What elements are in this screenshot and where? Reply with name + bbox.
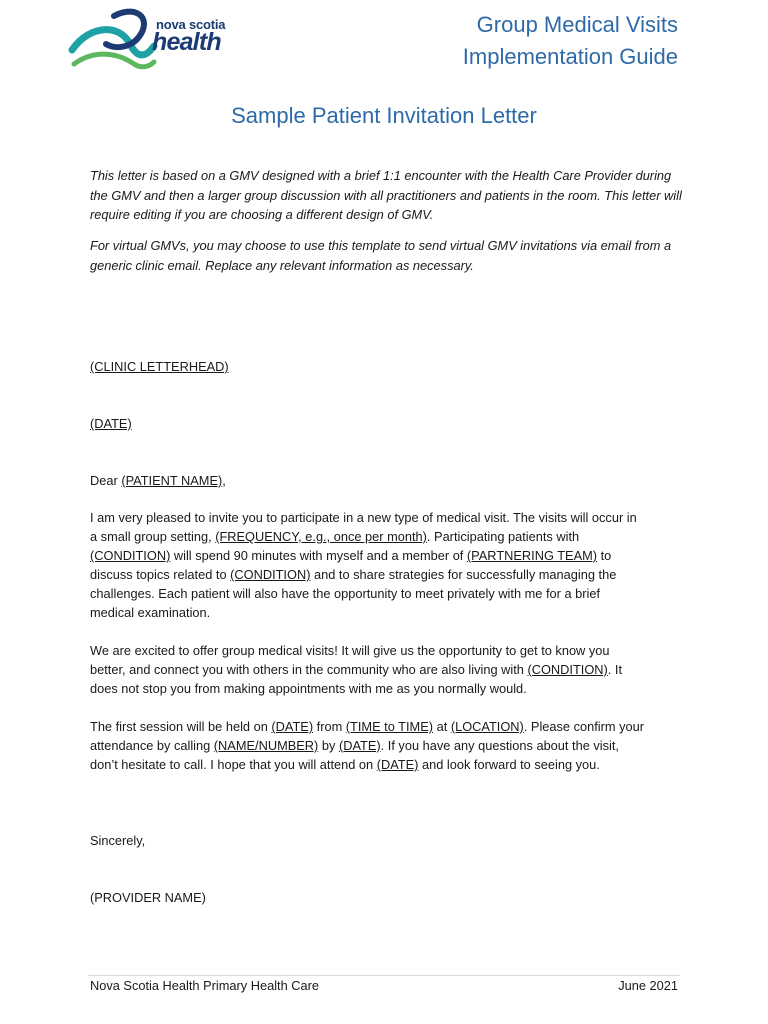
text-fragment: . Participating patients with <box>426 529 580 544</box>
greeting-punctuation: , <box>222 473 226 488</box>
condition-placeholder: (CONDITION) <box>90 548 171 563</box>
greeting-text: Dear <box>90 473 118 488</box>
text-fragment: and look forward to seeing you. <box>418 757 600 772</box>
letter-date: (DATE) <box>90 416 132 431</box>
header-title <box>463 9 678 73</box>
text-fragment: by <box>318 738 339 753</box>
partnering-team-placeholder: (PARTNERING TEAM) <box>466 548 598 563</box>
text-fragment: attendance by calling <box>90 738 214 753</box>
paragraph-1-line-5: challenges. Each patient will also have the opportunity to meet privately with me for a brief <box>90 586 601 601</box>
time-placeholder: (TIME to TIME) <box>345 719 434 734</box>
date-placeholder: (DATE) <box>271 719 314 734</box>
text-fragment: . Please confirm your <box>523 719 645 734</box>
text-fragment: to <box>597 548 612 563</box>
logo-text-bottom: health <box>152 28 221 56</box>
provider-name-placeholder: (PROVIDER NAME) <box>90 890 206 905</box>
closing: Sincerely, <box>90 833 146 848</box>
date-placeholder: (DATE) <box>376 757 419 772</box>
text-fragment: The first session will be held on <box>90 719 272 734</box>
date-placeholder: (DATE) <box>338 738 381 753</box>
paragraph-2-line-2 <box>90 660 622 679</box>
paragraph-1-line-6: medical examination. <box>90 605 211 620</box>
intro-paragraph-2: For virtual GMVs, you may choose to use this template to send virtual GMV invitations via email from a generic clinic email. Replace any relevant information as necessary. <box>90 238 672 273</box>
text-fragment: from <box>313 719 346 734</box>
text-fragment: a small group setting, <box>90 529 216 544</box>
paragraph-1-line-1: I am very pleased to invite you to participate in a new type of medical visit. The visits will occur in <box>90 510 637 525</box>
greeting-line <box>90 471 226 490</box>
paragraph-3-line-1 <box>90 717 644 736</box>
text-fragment: and to share strategies for successfully managing the <box>310 567 617 582</box>
patient-name-placeholder: (PATIENT NAME) <box>121 473 223 488</box>
text-fragment: . It <box>607 662 623 677</box>
text-fragment: better, and connect you with others in the community who are also living with <box>90 662 528 677</box>
logo-text-top: nova scotia <box>156 17 226 32</box>
text-fragment: at <box>433 719 451 734</box>
paragraph-3-line-3 <box>90 755 600 774</box>
name-number-placeholder: (NAME/NUMBER) <box>213 738 319 753</box>
document-title: Sample Patient Invitation Letter <box>231 103 537 128</box>
paragraph-1-line-2 <box>90 527 579 546</box>
paragraph-1-line-4 <box>90 565 616 584</box>
condition-placeholder: (CONDITION) <box>527 662 608 677</box>
text-fragment: . If you have any questions about the visit, <box>380 738 619 753</box>
location-placeholder: (LOCATION) <box>450 719 524 734</box>
text-fragment: discuss topics related to <box>90 567 231 582</box>
paragraph-2-line-3: does not stop you from making appointments with me as you normally would. <box>90 681 527 696</box>
footer-divider <box>88 975 680 976</box>
clinic-letterhead: (CLINIC LETTERHEAD) <box>90 359 229 374</box>
intro-paragraph-1: This letter is based on a GMV designed with a brief 1:1 encounter with the Health Care Provider during the GMV and then a larger group discussion with all practitioners and patients in the room. This letter will require editing if you are choosing a different design of GMV. <box>90 168 682 222</box>
header-title-line-1: Group Medical Visits <box>476 12 678 37</box>
header-title-line-2: Implementation Guide <box>462 44 678 69</box>
paragraph-2-line-1: We are excited to offer group medical visits! It will give us the opportunity to get to know you <box>90 643 610 658</box>
condition-placeholder: (CONDITION) <box>230 567 311 582</box>
nova-scotia-health-logo <box>68 4 244 78</box>
frequency-placeholder: (FREQUENCY, e.g., once per month) <box>215 529 427 544</box>
paragraph-1-line-3 <box>90 546 611 565</box>
paragraph-3-line-2 <box>90 736 619 755</box>
footer-date: June 2021 <box>618 978 678 993</box>
text-fragment: will spend 90 minutes with myself and a member of <box>170 548 467 563</box>
footer-organization: Nova Scotia Health Primary Health Care <box>90 978 320 993</box>
text-fragment: don’t hesitate to call. I hope that you will attend on <box>90 757 377 772</box>
